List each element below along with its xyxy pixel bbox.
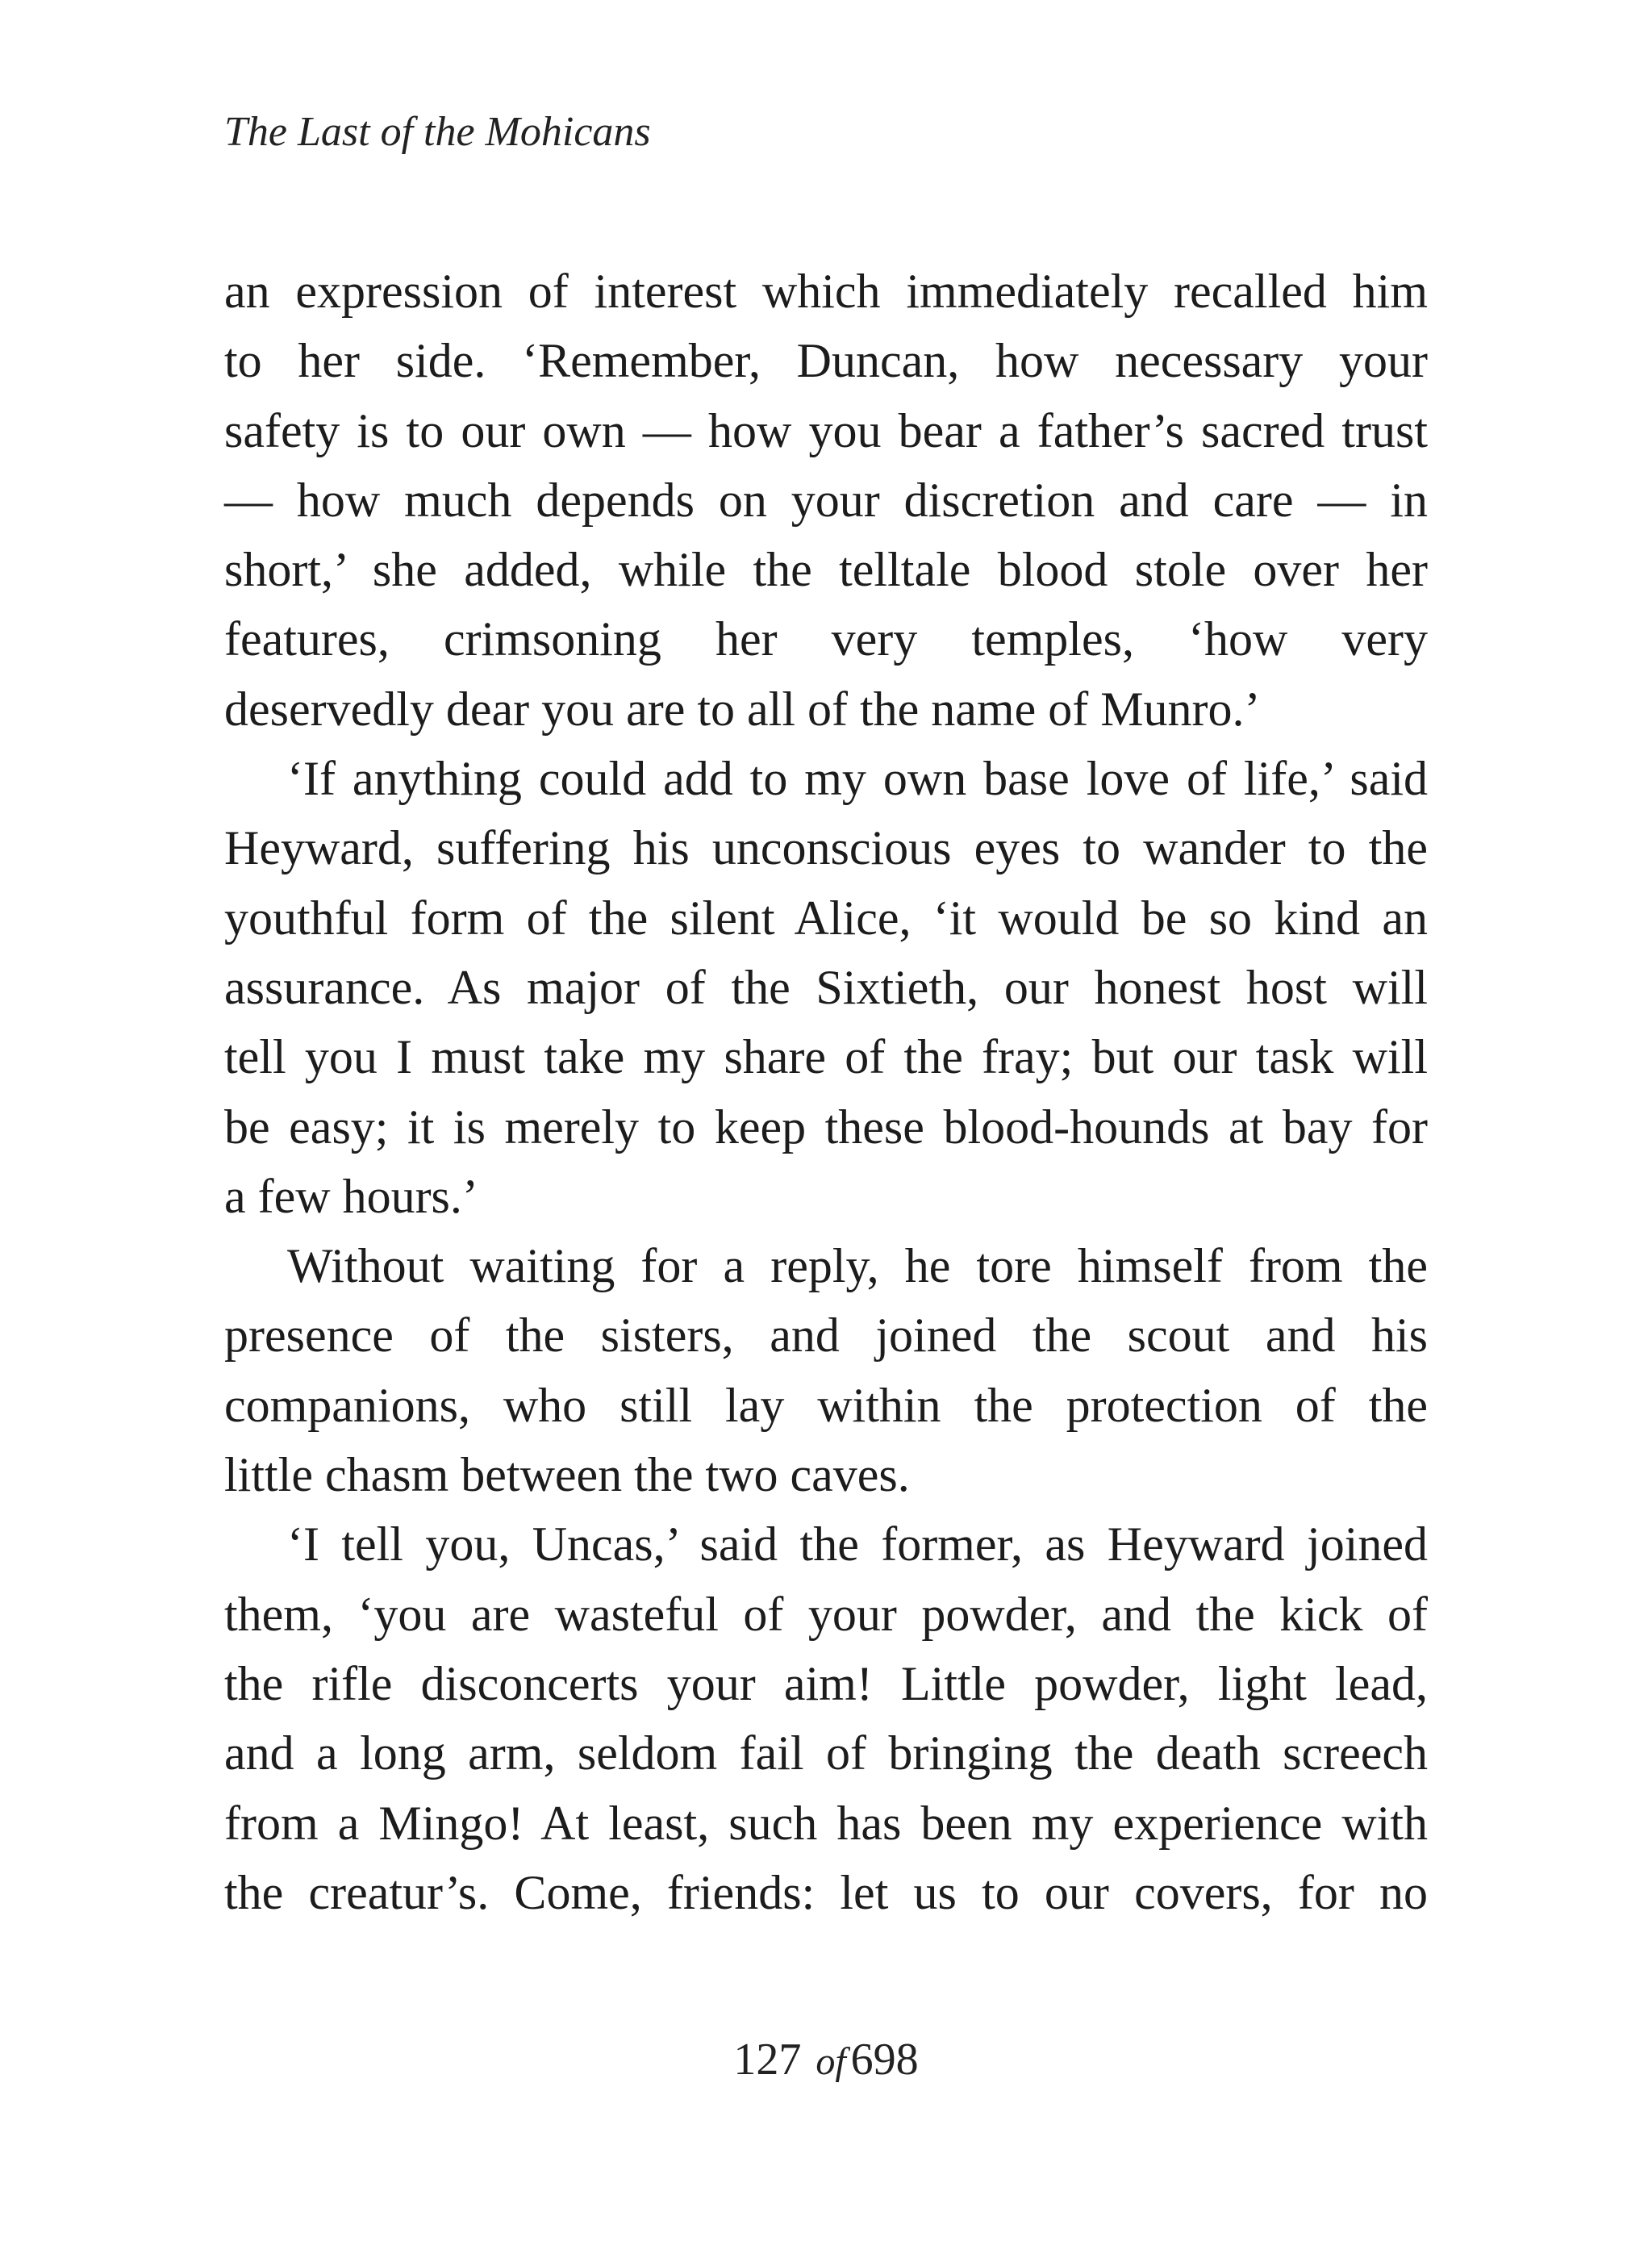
text-line: companions, who still lay within the protection of the (224, 1378, 1428, 1432)
text-line: ‘I tell you, Uncas,’ said the former, as Heyward joined (287, 1517, 1428, 1572)
text-line: to her side. ‘Remember, Duncan, how necessary your (224, 334, 1428, 388)
text-line: a few hours.’ (224, 1169, 478, 1223)
text-line: assurance. As major of the Sixtieth, our honest host will (224, 960, 1428, 1014)
text-line: and a long arm, seldom fail of bringing the death screech (224, 1726, 1428, 1780)
text-line: safety is to our own — how you bear a father’s sacred trust (224, 403, 1428, 457)
text-line: youthful form of the silent Alice, ‘it would be so kind an (224, 891, 1428, 945)
text-line: the creatur’s. Come, friends: let us to our covers, for no (224, 1865, 1428, 1919)
text-line: tell you I must take my share of the fray; but our task will (224, 1030, 1428, 1084)
text-line: an expression of interest which immediately recalled him (224, 265, 1428, 318)
text-line: features, crimsoning her very temples, ‘how very (224, 612, 1428, 666)
page-of-label: of (816, 2040, 846, 2083)
page-number (0, 2031, 1652, 2090)
body-text (224, 257, 1428, 1927)
text-line: the rifle disconcerts your aim! Little powder, light lead, (224, 1656, 1428, 1710)
text-line: — how much depends on your discretion and care — in (224, 473, 1428, 527)
text-line: them, ‘you are wasteful of your powder, and the kick of (224, 1587, 1428, 1641)
text-line: from a Mingo! At least, such has been my experience with (224, 1796, 1428, 1850)
text-line: deservedly dear you are to all of the name of Munro.’ (224, 682, 1261, 736)
current-page-number: 127 (733, 2035, 802, 2085)
text-line: ‘If anything could add to my own base love of life,’ said (287, 752, 1428, 806)
running-header-title: The Last of the Mohicans (224, 109, 651, 155)
text-line: be easy; it is merely to keep these blood-hounds at bay for (224, 1100, 1428, 1154)
text-line: short,’ she added, while the telltale blood stole over her (224, 543, 1428, 597)
text-line: Heyward, suffering his unconscious eyes to wander to the (224, 821, 1428, 875)
text-line: Without waiting for a reply, he tore himself from the (287, 1239, 1428, 1293)
text-line: little chasm between the two caves. (224, 1448, 910, 1502)
total-page-count: 698 (850, 2035, 919, 2085)
text-line: presence of the sisters, and joined the scout and his (224, 1309, 1428, 1363)
